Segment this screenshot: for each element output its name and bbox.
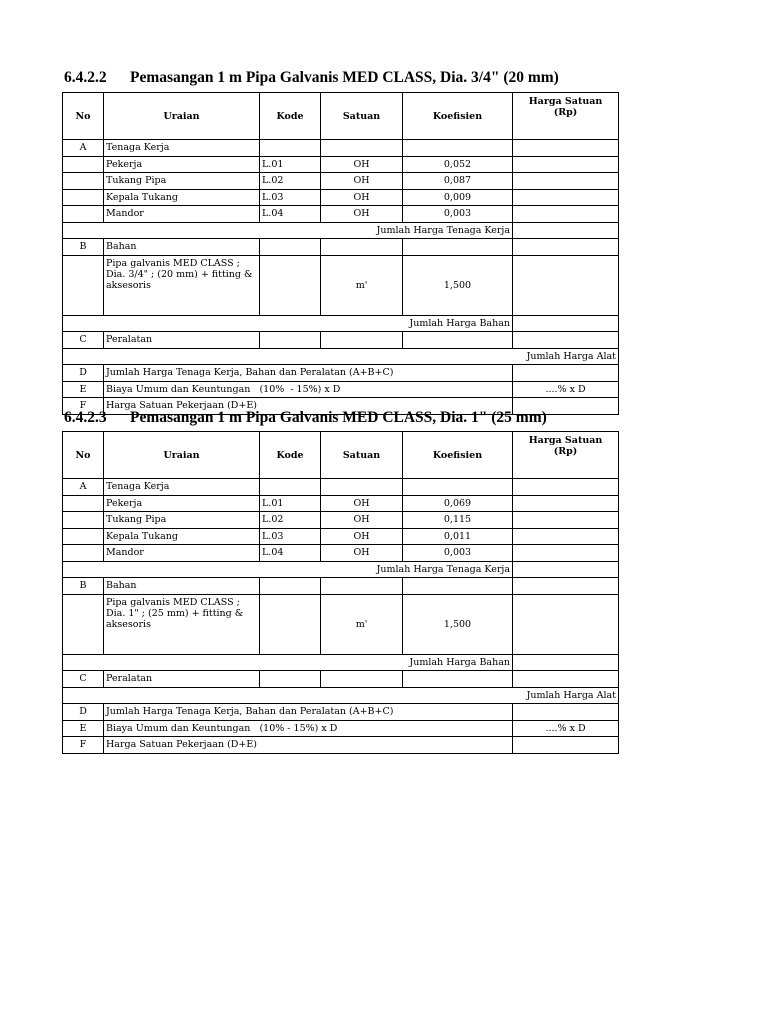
table-row <box>63 545 619 562</box>
unit-price-analysis-table <box>62 92 619 415</box>
item-kode: L.03 <box>260 528 321 545</box>
table-header-row <box>63 432 619 479</box>
summary-value: ....% x D <box>513 720 619 737</box>
summary-row <box>63 720 619 737</box>
summary-value <box>513 365 619 382</box>
item-satuan: m' <box>321 255 403 315</box>
header-satuan: Satuan <box>321 432 403 479</box>
group-no: B <box>63 239 104 256</box>
section-number: 6.4.2.3 <box>64 409 107 426</box>
labor-group-row <box>63 140 619 157</box>
group-label: Peralatan <box>104 332 260 349</box>
summary-no: F <box>63 398 104 415</box>
summary-label: Biaya Umum dan Keuntungan (10% - 15%) x D <box>104 381 513 398</box>
labor-subtotal-row <box>63 561 619 578</box>
item-uraian: Tukang Pipa <box>104 173 260 190</box>
table-row <box>63 255 619 315</box>
group-no: B <box>63 578 104 595</box>
group-label: Bahan <box>104 578 260 595</box>
item-satuan: OH <box>321 189 403 206</box>
item-satuan: m' <box>321 594 403 654</box>
header-koefisien: Koefisien <box>403 93 513 140</box>
item-satuan: OH <box>321 512 403 529</box>
header-harga-satuan: Harga Satuan (Rp) <box>513 93 619 140</box>
header-uraian: Uraian <box>104 93 260 140</box>
item-kode: L.04 <box>260 545 321 562</box>
group-label: Tenaga Kerja <box>104 479 260 496</box>
item-uraian: Mandor <box>104 206 260 223</box>
item-koefisien: 0,069 <box>403 495 513 512</box>
header-no: No <box>63 93 104 140</box>
item-kode: L.03 <box>260 189 321 206</box>
material-item: Pipa galvanis MED CLASS ; Dia. 3/4" ; (20 mm) + fitting & aksesoris <box>104 255 260 315</box>
item-uraian: Pekerja <box>104 156 260 173</box>
item-uraian: Tukang Pipa <box>104 512 260 529</box>
item-uraian: Pekerja <box>104 495 260 512</box>
material-item: Pipa galvanis MED CLASS ; Dia. 1" ; (25 mm) + fitting & aksesoris <box>104 594 260 654</box>
material-subtotal-label: Jumlah Harga Bahan <box>63 654 513 671</box>
item-koefisien: 0,087 <box>403 173 513 190</box>
equipment-subtotal-row <box>63 687 619 704</box>
material-subtotal-label: Jumlah Harga Bahan <box>63 315 513 332</box>
summary-label: Harga Satuan Pekerjaan (D+E) <box>104 398 513 415</box>
summary-row <box>63 365 619 382</box>
summary-value <box>513 737 619 754</box>
labor-group-row <box>63 479 619 496</box>
summary-no: E <box>63 720 104 737</box>
table-row <box>63 528 619 545</box>
summary-no: E <box>63 381 104 398</box>
table-row <box>63 156 619 173</box>
labor-subtotal-label: Jumlah Harga Tenaga Kerja <box>63 561 513 578</box>
section-title <box>64 69 559 87</box>
table-row <box>63 206 619 223</box>
group-no: C <box>63 671 104 688</box>
material-group-row <box>63 239 619 256</box>
material-subtotal-row <box>63 654 619 671</box>
header-satuan: Satuan <box>321 93 403 140</box>
group-label: Bahan <box>104 239 260 256</box>
header-harga-satuan: Harga Satuan (Rp) <box>513 432 619 479</box>
equipment-group-row <box>63 671 619 688</box>
group-no: A <box>63 140 104 157</box>
summary-no: D <box>63 704 104 721</box>
item-uraian: Kepala Tukang <box>104 528 260 545</box>
summary-label: Biaya Umum dan Keuntungan (10% - 15%) x D <box>104 720 513 737</box>
summary-row <box>63 737 619 754</box>
item-kode: L.02 <box>260 512 321 529</box>
table-row <box>63 512 619 529</box>
labor-subtotal-label: Jumlah Harga Tenaga Kerja <box>63 222 513 239</box>
table-row <box>63 495 619 512</box>
equipment-subtotal-label: Jumlah Harga Alat <box>63 687 619 704</box>
summary-no: F <box>63 737 104 754</box>
item-satuan: OH <box>321 545 403 562</box>
item-koefisien: 0,003 <box>403 206 513 223</box>
equipment-subtotal-label: Jumlah Harga Alat <box>63 348 619 365</box>
section-title-text: Pemasangan 1 m Pipa Galvanis MED CLASS, Dia. 3/4" (20 mm) <box>130 69 559 86</box>
header-koefisien: Koefisien <box>403 432 513 479</box>
item-kode: L.04 <box>260 206 321 223</box>
summary-row <box>63 704 619 721</box>
header-kode: Kode <box>260 93 321 140</box>
table-row <box>63 594 619 654</box>
header-no: No <box>63 432 104 479</box>
summary-value <box>513 704 619 721</box>
summary-label: Jumlah Harga Tenaga Kerja, Bahan dan Peralatan (A+B+C) <box>104 704 513 721</box>
item-kode: L.01 <box>260 495 321 512</box>
table-header-row <box>63 93 619 140</box>
item-koefisien: 0,009 <box>403 189 513 206</box>
labor-subtotal-row <box>63 222 619 239</box>
summary-label: Jumlah Harga Tenaga Kerja, Bahan dan Peralatan (A+B+C) <box>104 365 513 382</box>
item-koefisien: 0,011 <box>403 528 513 545</box>
item-satuan: OH <box>321 528 403 545</box>
group-no: C <box>63 332 104 349</box>
item-kode: L.01 <box>260 156 321 173</box>
material-group-row <box>63 578 619 595</box>
equipment-subtotal-row <box>63 348 619 365</box>
group-no: A <box>63 479 104 496</box>
section-title-text: Pemasangan 1 m Pipa Galvanis MED CLASS, Dia. 1" (25 mm) <box>130 409 547 426</box>
unit-price-analysis-table <box>62 431 619 754</box>
item-satuan: OH <box>321 173 403 190</box>
summary-value: ....% x D <box>513 381 619 398</box>
header-uraian: Uraian <box>104 432 260 479</box>
item-koefisien: 0,052 <box>403 156 513 173</box>
item-uraian: Mandor <box>104 545 260 562</box>
summary-label: Harga Satuan Pekerjaan (D+E) <box>104 737 513 754</box>
item-satuan: OH <box>321 206 403 223</box>
summary-no: D <box>63 365 104 382</box>
section-title <box>64 409 547 427</box>
section-number: 6.4.2.2 <box>64 69 107 86</box>
equipment-group-row <box>63 332 619 349</box>
item-satuan: OH <box>321 156 403 173</box>
material-subtotal-row <box>63 315 619 332</box>
item-koefisien: 1,500 <box>403 255 513 315</box>
item-koefisien: 1,500 <box>403 594 513 654</box>
group-label: Peralatan <box>104 671 260 688</box>
table-row <box>63 173 619 190</box>
group-label: Tenaga Kerja <box>104 140 260 157</box>
item-uraian: Kepala Tukang <box>104 189 260 206</box>
table-row <box>63 189 619 206</box>
item-satuan: OH <box>321 495 403 512</box>
item-koefisien: 0,115 <box>403 512 513 529</box>
summary-row <box>63 381 619 398</box>
item-koefisien: 0,003 <box>403 545 513 562</box>
header-kode: Kode <box>260 432 321 479</box>
item-kode: L.02 <box>260 173 321 190</box>
